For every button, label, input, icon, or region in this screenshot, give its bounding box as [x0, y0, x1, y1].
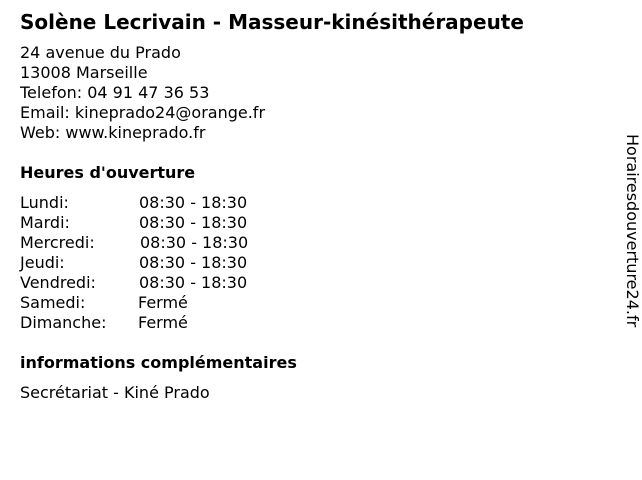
hours-day: Mardi:: [20, 213, 70, 232]
hours-heading: Heures d'ouverture: [20, 163, 196, 182]
hours-time: 08:30 - 18:30: [139, 193, 248, 212]
info-heading: informations complémentaires: [20, 353, 297, 372]
info-text: Secrétariat - Kiné Prado: [20, 383, 210, 402]
hours-day: Jeudi:: [20, 253, 65, 272]
address-city: 13008 Marseille: [20, 63, 148, 82]
phone-line: Telefon: 04 91 47 36 53: [20, 83, 210, 102]
hours-time: Fermé: [138, 313, 188, 332]
watermark-label: Horairesdouverture24.fr: [623, 134, 642, 328]
page-title: Solène Lecrivain - Masseur-kinésithérapeute: [20, 10, 524, 34]
hours-time: 08:30 - 18:30: [139, 273, 248, 292]
hours-day: Mercredi:: [20, 233, 95, 252]
email-line: Email: kineprado24@orange.fr: [20, 103, 266, 122]
hours-time: 08:30 - 18:30: [140, 233, 249, 252]
hours-day: Lundi:: [20, 193, 69, 212]
address-street: 24 avenue du Prado: [20, 43, 181, 62]
hours-day: Dimanche:: [20, 313, 107, 332]
hours-time: 08:30 - 18:30: [139, 253, 248, 272]
hours-time: Fermé: [138, 293, 188, 312]
hours-time: 08:30 - 18:30: [139, 213, 248, 232]
hours-day: Vendredi:: [20, 273, 96, 292]
hours-day: Samedi:: [20, 293, 86, 312]
web-line: Web: www.kineprado.fr: [20, 123, 206, 142]
